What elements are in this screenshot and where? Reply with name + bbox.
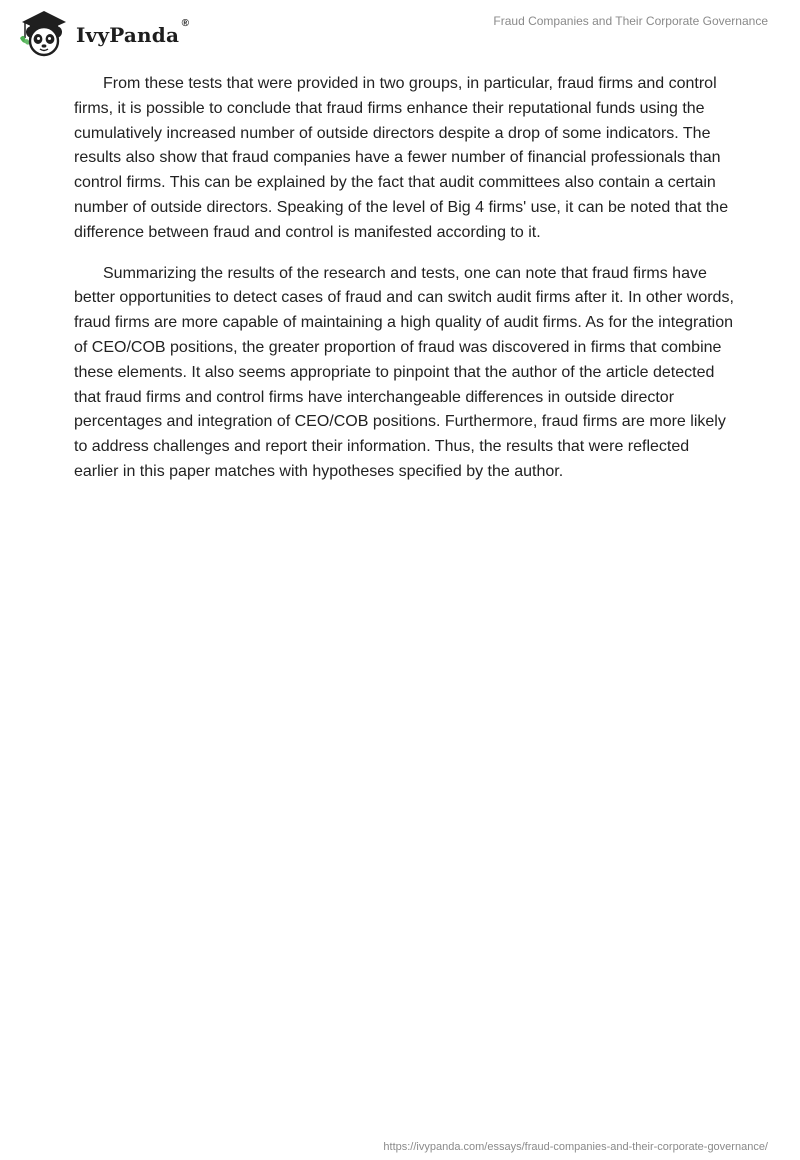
running-title: Fraud Companies and Their Corporate Governance bbox=[493, 14, 768, 28]
brand-name: IvyPanda ® bbox=[76, 18, 190, 47]
source-url[interactable]: https://ivypanda.com/essays/fraud-companies-and-their-corporate-governance/ bbox=[383, 1141, 768, 1153]
panda-graduation-cap-icon bbox=[16, 8, 72, 58]
ivypanda-logo[interactable] bbox=[16, 8, 190, 58]
paragraph-1: From these tests that were provided in two groups, in particular, fraud firms and control firms, it is possible to conclude that fraud firms enhance their reputational funds using the cumulatively increased number of outside directors despite a drop of some indicators. The results also show that fraud companies have a fewer number of financial professionals than control firms. This can be explained by the fact that audit committees also contain a certain number of outside directors. Speaking of the level of Big 4 firms' use, it can be noted that the difference between fraud and control is manifested according to it. bbox=[74, 75, 729, 241]
essay-body bbox=[74, 72, 734, 501]
page-header bbox=[0, 0, 800, 70]
registered-mark: ® bbox=[181, 18, 190, 29]
paragraph-2: Summarizing the results of the research and tests, one can note that fraud firms have better opportunities to detect cases of fraud and can switch audit firms after it. In other words, fraud firms are more capable of maintaining a high quality of audit firms. As for the integration of CEO/COB positions, the greater proportion of fraud was discovered in firms that combine these elements. It also seems appropriate to pinpoint that the author of the article detected that fraud firms and control firms have interchangeable differences in outside director percentages and integration of CEO/COB positions. Furthermore, fraud firms are more likely to address challenges and report their information. Thus, the results that were reflected earlier in this paper matches with hypotheses specified by the author. bbox=[74, 264, 734, 480]
